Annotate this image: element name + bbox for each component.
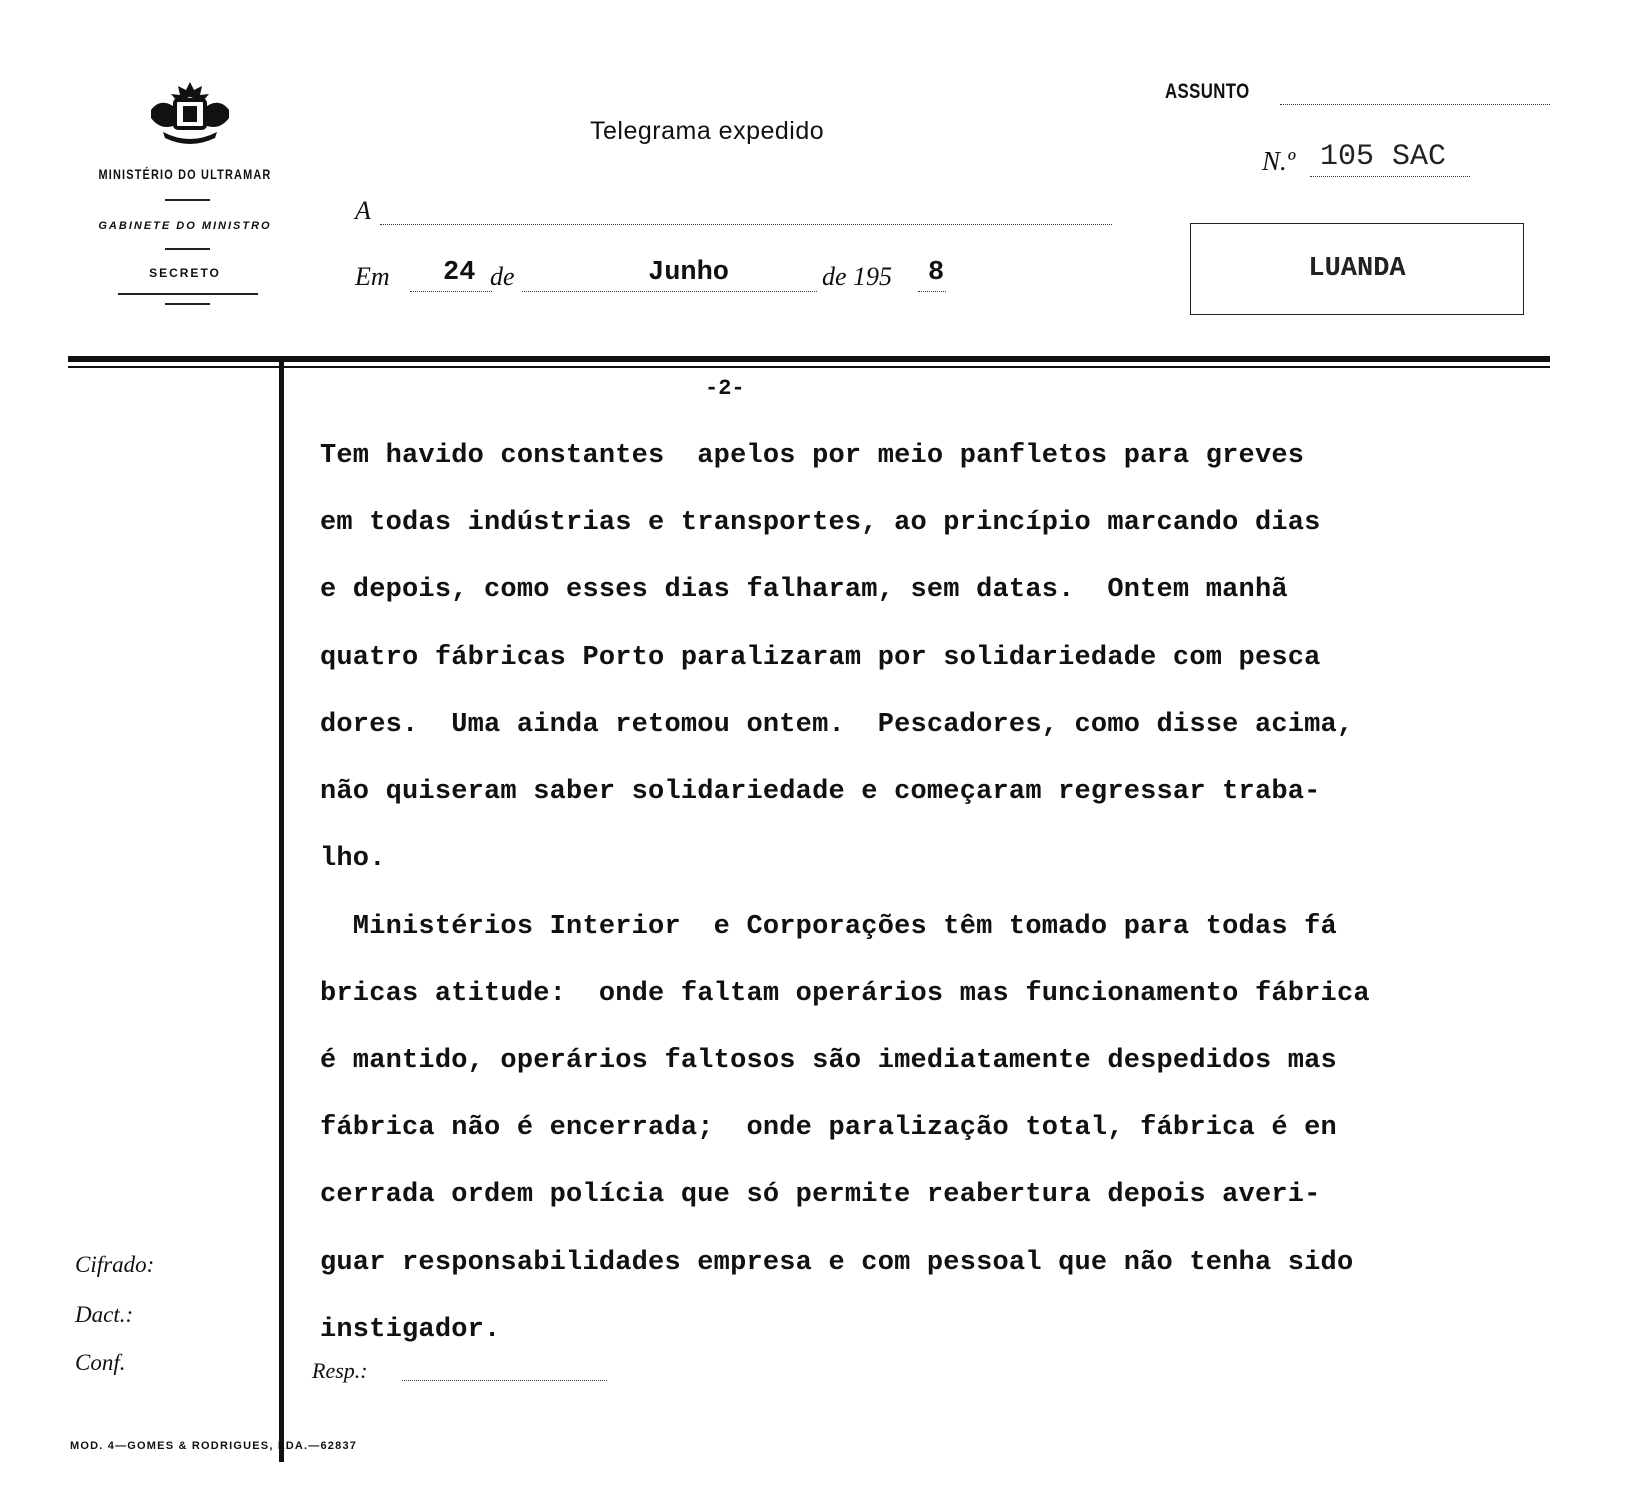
printer-imprint: MOD. 4—GOMES & RODRIGUES, LDA.—62837 (70, 1440, 358, 1452)
subject-field (1280, 104, 1550, 105)
subject-label: ASSUNTO (1165, 80, 1250, 103)
body-line: é mantido, operários faltosos são imediatamente despedidos mas (320, 1046, 1337, 1076)
divider (165, 199, 210, 201)
responsible-line (402, 1380, 607, 1381)
header-separator (68, 356, 1550, 362)
ministry-name: MINISTÉRIO DO ULTRAMAR (98, 166, 272, 182)
responsible-label: Resp.: (312, 1358, 368, 1383)
divider (165, 303, 210, 305)
cabinet-name: GABINETE DO MINISTRO (98, 220, 272, 232)
date-year-label: de 195 (822, 262, 893, 291)
number-label: N.º (1262, 146, 1296, 176)
ciphered-label: Cifrado: (75, 1252, 155, 1277)
body-line: quatro fábricas Porto paralizaram por solidariedade com pesca (320, 643, 1321, 673)
classification-label: SECRETO (149, 266, 221, 280)
body-line: dores. Uma ainda retomou ontem. Pescadores, como disse acima, (320, 710, 1354, 740)
recipient-label: A (355, 196, 371, 225)
body-line: Ministérios Interior e Corporações têm tomado para todas fá (320, 912, 1337, 942)
coat-of-arms-emblem (145, 80, 235, 146)
date-month: Junho (648, 258, 730, 288)
divider (165, 248, 210, 250)
body-line: guar responsabilidades empresa e com pessoal que não tenha sido (320, 1248, 1354, 1278)
document-title: Telegrama expedido (590, 117, 825, 145)
body-line: cerrada ordem polícia que só permite reabertura depois averi- (320, 1180, 1321, 1210)
date-year-digit: 8 (928, 258, 945, 288)
header-separator-thin (68, 366, 1550, 368)
body-line: instigador. (320, 1315, 501, 1345)
body-line: em todas indústrias e transportes, ao princípio marcando dias (320, 508, 1321, 538)
telegram-number: 105 SAC (1320, 140, 1447, 174)
month-line (522, 291, 817, 292)
page-number: -2- (705, 376, 745, 401)
divider (118, 293, 258, 295)
body-line: não quiseram saber solidariedade e começaram regressar traba- (320, 777, 1321, 807)
date-de-label: de (490, 262, 515, 291)
destination-value: LUANDA (1308, 254, 1406, 284)
number-line (1310, 176, 1470, 177)
year-line (918, 291, 946, 292)
day-line (410, 291, 492, 292)
body-line: fábrica não é encerrada; onde paralização total, fábrica é en (320, 1113, 1337, 1143)
body-line: e depois, como esses dias falharam, sem datas. Ontem manhã (320, 575, 1288, 605)
typed-label: Dact.: (75, 1302, 134, 1327)
date-day: 24 (443, 258, 476, 288)
body-line: Tem havido constantes apelos por meio panfletos para greves (320, 441, 1305, 471)
body-line: lho. (320, 844, 386, 874)
body-line: bricas atitude: onde faltam operários mas funcionamento fábrica (320, 979, 1370, 1009)
date-prefix-label: Em (355, 262, 390, 291)
checked-label: Conf. (75, 1350, 126, 1375)
recipient-field (380, 224, 1112, 225)
margin-rule (279, 362, 284, 1462)
